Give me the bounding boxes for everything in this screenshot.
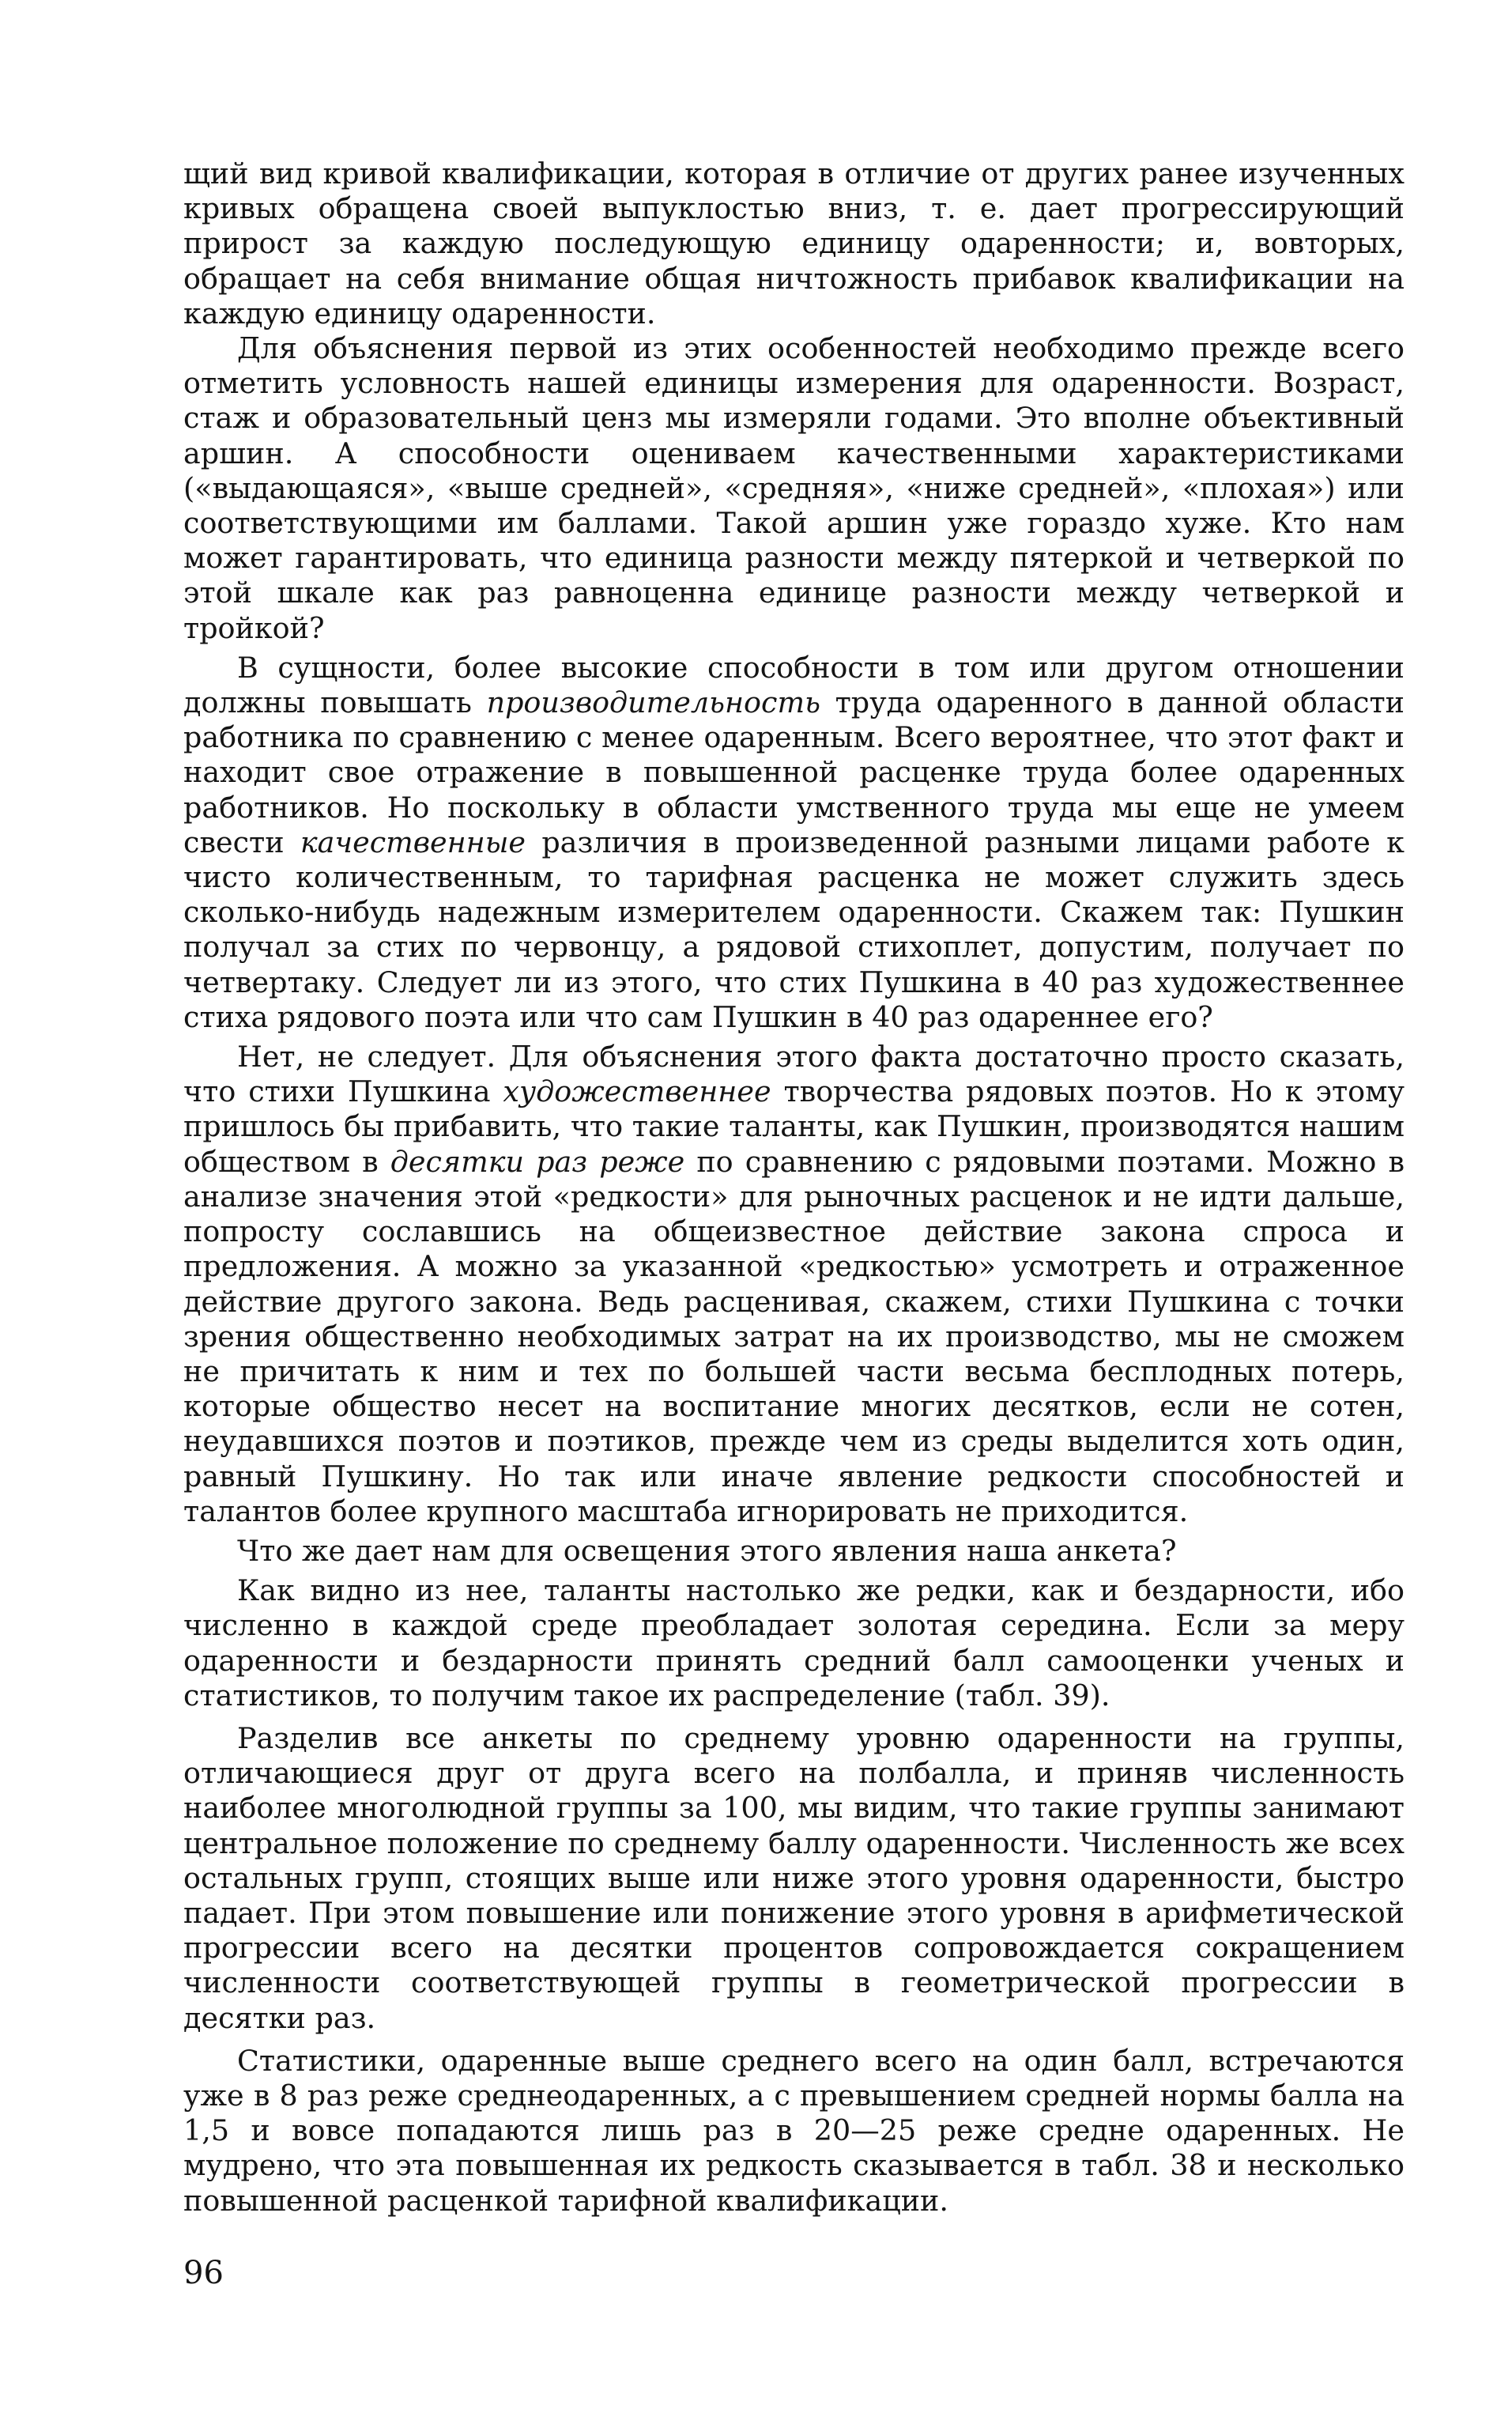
paragraph-3 bbox=[183, 651, 1405, 1035]
paragraph-text: Для объяснения первой из этих особенностей необходимо прежде всего отметить условность нашей единицы измерения для одаренности. Возраст, стаж и образовательный ценз мы измеряли годами. Это вполне объективный аршин. А способности оцениваем качественными характеристиками («выдающаяся», «выше средней», «средняя», «ниже средней», «плохая») или соответствующими им баллами. Такой аршин уже гораздо хуже. Кто нам может гарантировать, что единица разности между пятеркой и четверкой по этой шкале как раз равноценна единице разности между четверкой и тройкой? bbox=[183, 331, 1405, 645]
paragraph-text: различия в произведенной разными лицами работе к чисто количественным, то тарифная расценка не может служить здесь сколько-нибудь надежным измерителем одаренности. Скажем так: Пушкин получал за стих по червонцу, а рядовой стихоплет, допустим, получает по четвертаку. Следует ли из этого, что стих Пушкина в 40 раз художественнее стиха рядового поэта или что сам Пушкин в 40 раз одареннее его? bbox=[183, 825, 1405, 1034]
italic-term-productivity: производительность bbox=[486, 685, 820, 720]
paragraph-1 bbox=[183, 157, 1405, 331]
paragraph-4 bbox=[183, 1040, 1405, 1529]
paragraph-text: по сравнению с рядовыми поэтами. Можно в анализе значения этой «редкости» для рыночных расценок и не идти дальше, попросту сославшись на общеизвестное действие закона спроса и предложения. А можно за указанной «редкостью» усмотреть и отраженное действие другого закона. Ведь расценивая, скажем, стихи Пушкина с точки зрения общественно необходимых затрат на их производство, мы не сможем не причитать к ним и тех по большей части весьма бесплодных потерь, которые общество несет на воспитание многих десятков, если не сотен, неудавшихся поэтов и поэтиков, прежде чем из среды выделится хоть один, равный Пушкину. Но так или иначе явление редкости способностей и талантов более крупного масштаба игнорировать не приходится. bbox=[183, 1144, 1405, 1528]
page-number: 96 bbox=[183, 2255, 224, 2291]
italic-term-more-artistic: художественнее bbox=[503, 1074, 771, 1109]
italic-term-ten-times-rarer: десятки раз реже bbox=[390, 1144, 685, 1179]
page-body bbox=[183, 157, 1405, 2218]
paragraph-text: творчества рядовых поэтов. Но к этому пришлось бы прибавить, что такие таланты, как Пушкин, производятся нашим обществом в bbox=[183, 1074, 1405, 1179]
paragraph-2 bbox=[183, 331, 1405, 646]
paragraph-6 bbox=[183, 1573, 1405, 1713]
paragraph-7 bbox=[183, 1721, 1405, 2036]
paragraph-text: Статистики, одаренные выше среднего всего на один балл, встречаются уже в 8 раз реже среднеодаренных, а с превышением средней нормы балла на 1,5 и вовсе попадаются лишь раз в 20—25 реже средне одаренных. Не мудрено, что эта повышенная их редкость сказывается в табл. 38 и несколько повышенной расценкой тарифной квалификации. bbox=[183, 2043, 1405, 2218]
paragraph-text: Как видно из нее, таланты настолько же редки, как и бездарности, ибо численно в каждой среде преобладает золотая середина. Если за меру одаренности и бездарности принять средний балл самооценки ученых и статистиков, то получим такое их распределение (табл. 39). bbox=[183, 1573, 1405, 1712]
paragraph-5 bbox=[183, 1534, 1405, 1569]
paragraph-text: труда одаренного в данной области работника по сравнению с менее одаренным. Всего вероятнее, что этот факт и находит свое отражение в повышенной расценке труда более одаренных работников. Но поскольку в области умственного труда мы еще не умеем свести bbox=[183, 685, 1405, 859]
paragraph-text: Разделив все анкеты по среднему уровню одаренности на группы, отличающиеся друг от друга всего на полбалла, и приняв численность наиболее многолюдной группы за 100, мы видим, что такие группы занимают центральное положение по среднему баллу одаренности. Численность же всех остальных групп, стоящих выше или ниже этого уровня одаренности, быстро падает. При этом повышение или понижение этого уровня в арифметической прогрессии всего на десятки процентов сопровождается сокращением численности соответствующей группы в геометрической прогрессии в десятки раз. bbox=[183, 1720, 1405, 2035]
paragraph-text: Что же дает нам для освещения этого явления наша анкета? bbox=[237, 1533, 1177, 1568]
paragraph-text: Нет, не следует. Для объяснения этого факта достаточно просто сказать, что стихи Пушкина bbox=[183, 1040, 1405, 1109]
paragraph-text: В сущности, более высокие способности в том или другом отношении должны повышать bbox=[183, 650, 1405, 720]
italic-term-qualitative: качественные bbox=[300, 825, 526, 859]
paragraph-text: щий вид кривой квалификации, которая в отличие от других ранее изученных кривых обращена своей выпуклостью вниз, т. е. дает прогрессирующий прирост за каждую последующую единицу одаренности; и, вовторых, обращает на себя внимание общая ничтожность прибавок квалификации на каждую единицу одаренности. bbox=[183, 157, 1405, 330]
paragraph-8 bbox=[183, 2044, 1405, 2218]
